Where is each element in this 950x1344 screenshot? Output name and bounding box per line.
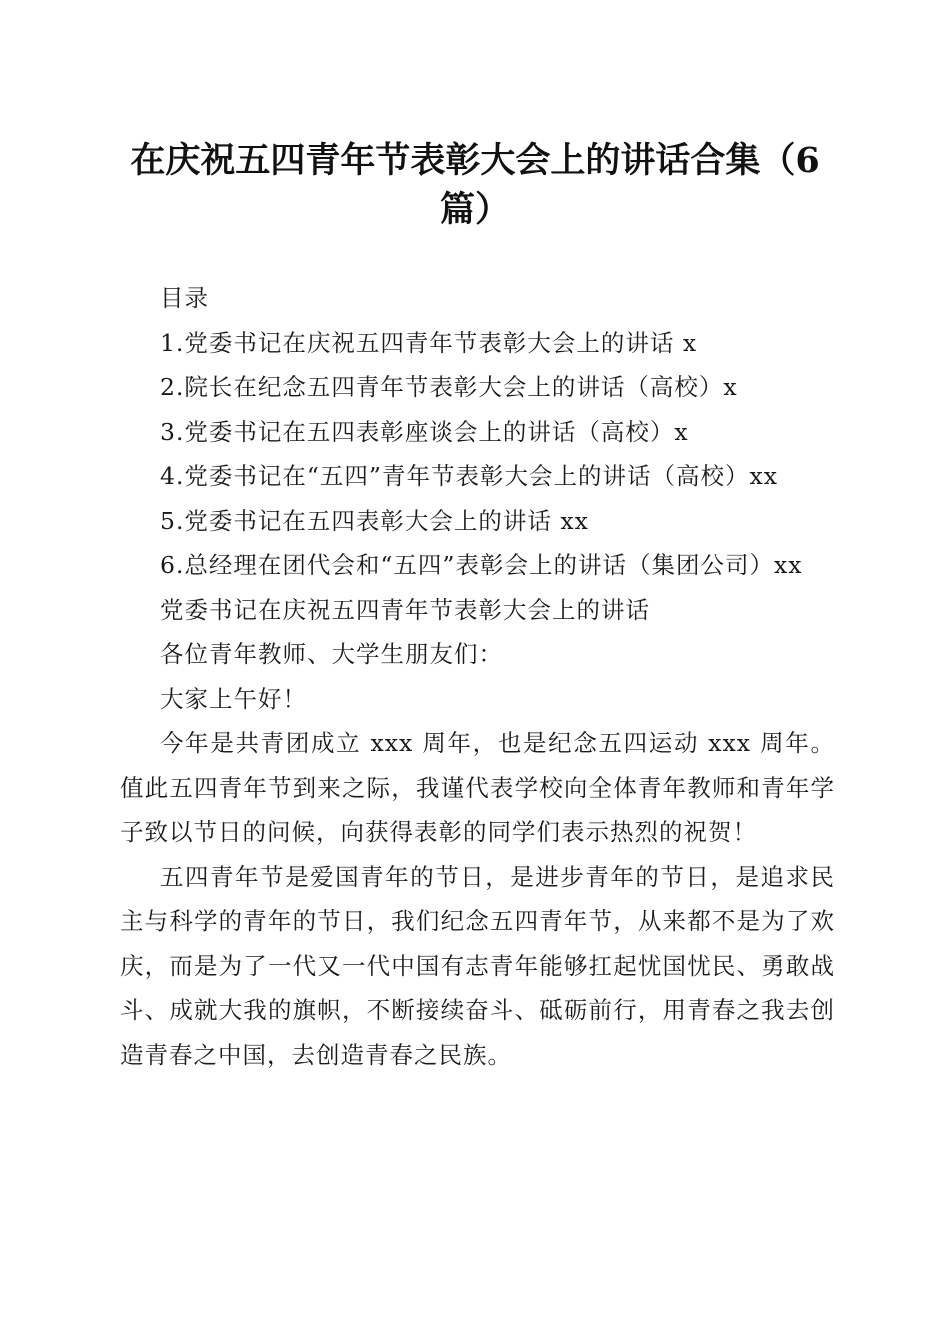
speech-title: 党委书记在庆祝五四青年节表彰大会上的讲话 [160,595,650,624]
toc-item: 5.党委书记在五四表彰大会上的讲话 xx [160,506,589,535]
toc-heading: 目录 [160,284,209,312]
body-paragraph: 五四青年节是爱国青年的节日，是进步青年的节日，是追求民主与科学的青年的节日，我们纪念五四青年节，从来都不是为了欢庆，而是为了一代又一代中国有志青年能够扛起忧国忧民、勇敢战斗、成就大我的旗帜，不断接续奋斗、砥砺前行，用青春之我去创造青春之中国，去创造青春之民族。 [120,862,835,1069]
salutation: 各位青年教师、大学生朋友们： [160,640,503,668]
toc-item: 6.总经理在团代会和“五四”表彰会上的讲话（集团公司）xx [160,551,803,579]
toc-item: 1.党委书记在庆祝五四青年节表彰大会上的讲话 x [160,328,698,357]
toc-item: 4.党委书记在“五四”青年节表彰大会上的讲话（高校）xx [160,462,778,490]
toc-item: 3.党委书记在五四表彰座谈会上的讲话（高校）x [160,417,689,446]
document-body [120,276,835,1077]
greeting: 大家上午好！ [160,684,307,713]
toc-item: 2.院长在纪念五四青年节表彰大会上的讲话（高校）x [160,373,738,401]
document-title: 在庆祝五四青年节表彰大会上的讲话合集（6篇） [130,140,820,230]
body-paragraph: 今年是共青团成立 xxx 周年，也是纪念五四运动 xxx 周年。值此五四青年节到来之际，我谨代表学校向全体青年教师和青年学子致以节日的问候，向获得表彰的同学们表示热烈的祝贺！ [120,729,835,846]
